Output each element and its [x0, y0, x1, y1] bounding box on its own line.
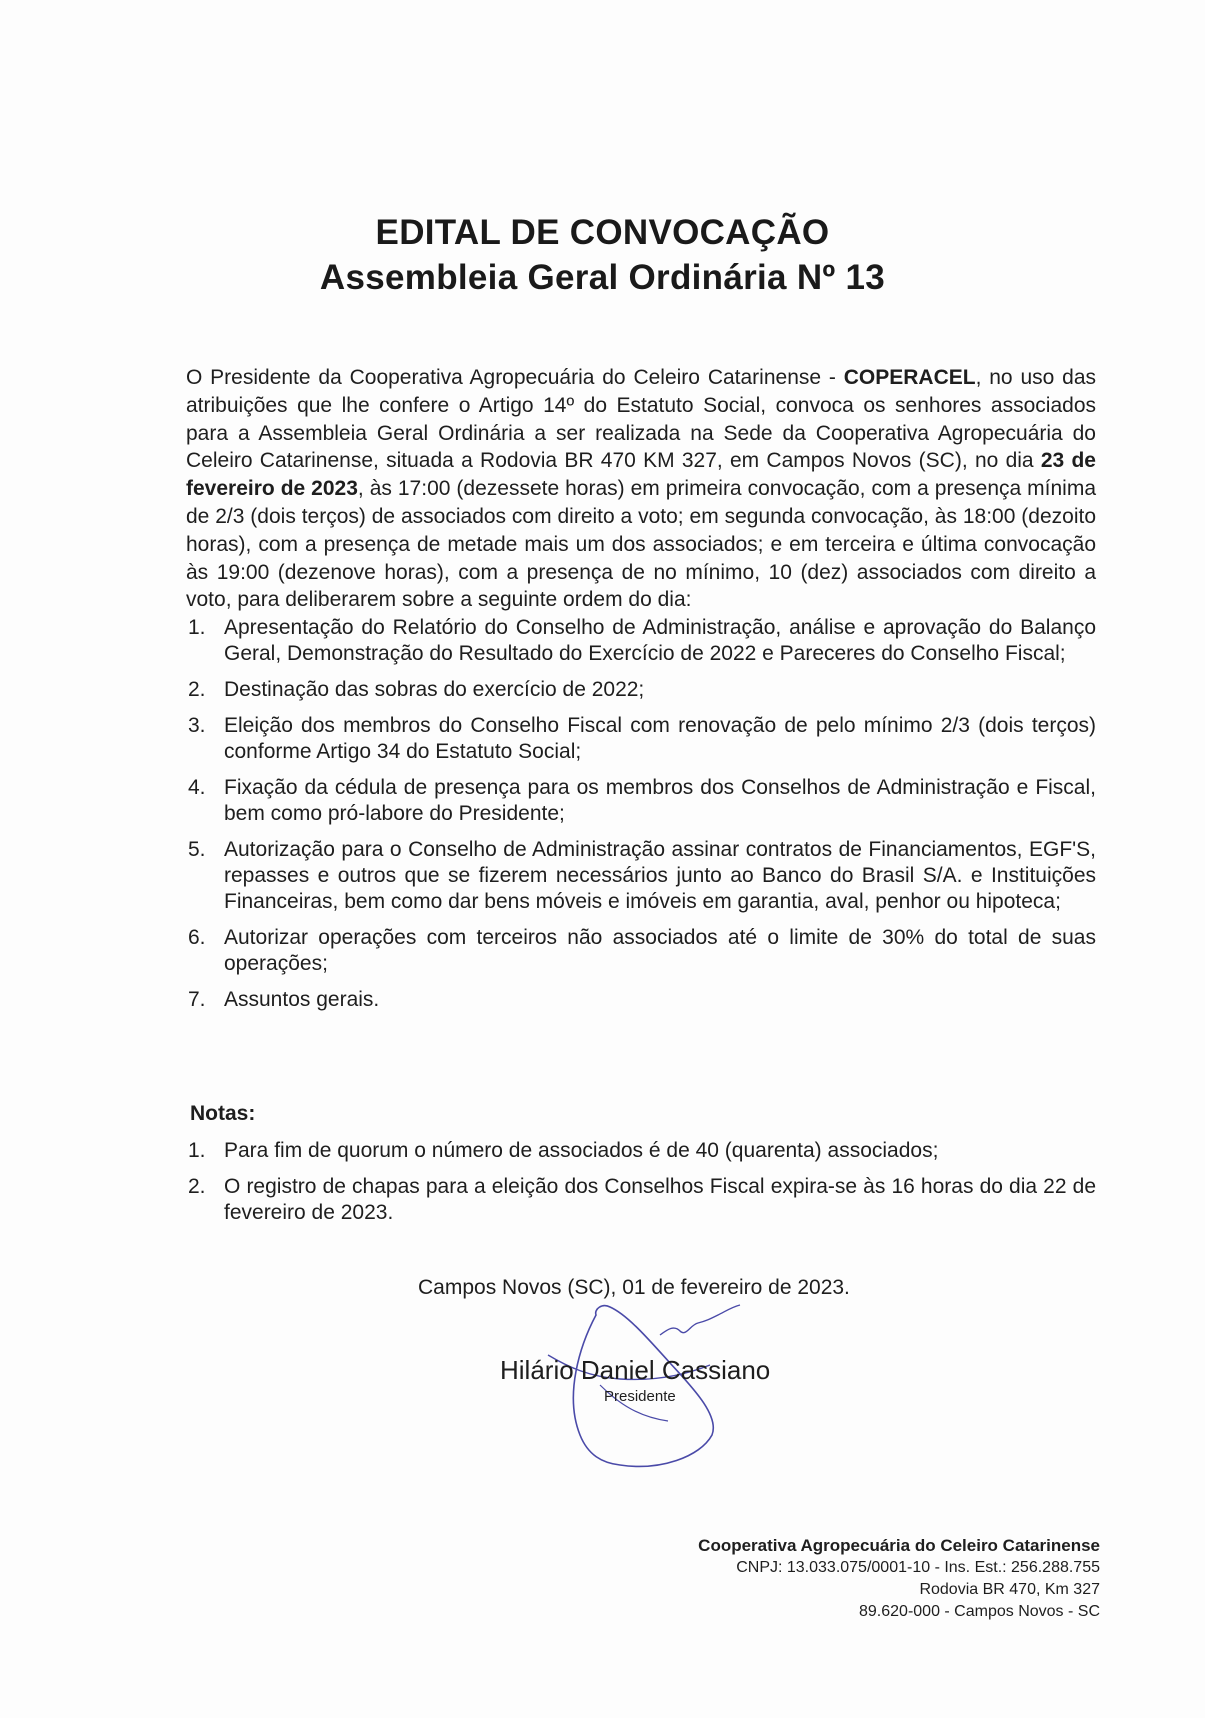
agenda-item-text: Destinação das sobras do exercício de 2022; [224, 678, 645, 701]
note-item-number: 1. [188, 1139, 206, 1162]
footer-city: 89.620-000 - Campos Novos - SC [859, 1603, 1100, 1620]
signatory-name: Hilário Daniel Cassiano [500, 1355, 771, 1385]
agenda-item-number: 7. [188, 988, 206, 1011]
meeting-date: 23 de fevereiro de 2023 [186, 449, 1096, 501]
document-subtitle: Assembleia Geral Ordinária Nº 13 [319, 258, 886, 297]
note-item [186, 1174, 1096, 1226]
agenda-item [186, 775, 1096, 827]
footer-registration: CNPJ: 13.033.075/0001-10 - Ins. Est.: 256.288.755 [736, 1559, 1100, 1576]
signatory-role: Presidente [604, 1388, 676, 1405]
intro-text-2: , no uso das atribuições que lhe confere o Artigo 14º do Estatuto Social, convoca os senhores associados para a Assembleia Geral Ordinária a ser realizada na Sede da Cooperativa Agropecuária do Celeiro Catarinense, situada a Rodovia BR 470 KM 327, em Campos Novos (SC), no dia [186, 366, 1096, 473]
footer-address: Rodovia BR 470, Km 327 [919, 1581, 1100, 1598]
agenda-item [186, 837, 1096, 915]
note-item-number: 2. [188, 1175, 206, 1198]
agenda-item-number: 2. [188, 678, 206, 701]
agenda-item-number: 3. [188, 714, 206, 737]
document-title: EDITAL DE CONVOCAÇÃO [375, 213, 830, 252]
agenda-item-text: Eleição dos membros do Conselho Fiscal com renovação de pelo mínimo 2/3 (dois terços) conforme Artigo 34 do Estatuto Social; [224, 714, 1096, 763]
agenda-item [186, 987, 1096, 1013]
agenda-item-text: Autorizar operações com terceiros não associados até o limite de 30% do total de suas operações; [224, 926, 1096, 975]
agenda-item-number: 4. [188, 776, 206, 799]
notes-heading: Notas: [190, 1102, 256, 1125]
agenda-item-text: Assuntos gerais. [224, 988, 380, 1011]
notes-list [186, 1138, 1096, 1236]
agenda-item-text: Fixação da cédula de presença para os membros dos Conselhos de Administração e Fiscal, bem como pró-labore do Presidente; [224, 776, 1096, 825]
intro-paragraph [186, 364, 1096, 614]
note-item-text: Para fim de quorum o número de associados é de 40 (quarenta) associados; [224, 1139, 939, 1162]
agenda-item-number: 1. [188, 616, 206, 639]
coop-acronym: COPERACEL [843, 366, 976, 389]
place-date: Campos Novos (SC), 01 de fevereiro de 2023. [418, 1276, 850, 1299]
agenda-item-text: Autorização para o Conselho de Administração assinar contratos de Financiamentos, EGF'S, repasses e outros que se fizerem necessários junto ao Banco do Brasil S/A. e Instituições Financeiras, bem como dar bens móveis e imóveis em garantia, aval, penhor ou hipoteca; [224, 838, 1096, 913]
intro-text-3: , às 17:00 (dezessete horas) em primeira convocação, com a presença mínima de 2/3 (dois terços) de associados com direito a voto; em segunda convocação, às 18:00 (dezoito horas), com a presença de metade mais um dos associados; e em terceira e última convocação às 19:00 (dezenove horas), com a presença de no mínimo, 10 (dez) associados com direito a voto, para deliberarem sobre a seguinte ordem do dia: [186, 477, 1097, 612]
note-item-text: O registro de chapas para a eleição dos Conselhos Fiscal expira-se às 16 horas do dia 22 de fevereiro de 2023. [224, 1175, 1096, 1224]
agenda-item [186, 925, 1096, 977]
agenda-item-number: 5. [188, 838, 206, 861]
footer-org-name: Cooperativa Agropecuária do Celeiro Catarinense [698, 1536, 1100, 1555]
intro-text-1: O Presidente da Cooperativa Agropecuária do Celeiro Catarinense - [186, 366, 844, 389]
agenda-list [186, 615, 1096, 1023]
letterhead-footer [698, 1535, 1100, 1623]
agenda-item [186, 677, 1096, 703]
agenda-item [186, 615, 1096, 667]
agenda-item-text: Apresentação do Relatório do Conselho de Administração, análise e aprovação do Balanço Geral, Demonstração do Resultado do Exercício de 2022 e Pareceres do Conselho Fiscal; [224, 616, 1096, 665]
agenda-item-number: 6. [188, 926, 206, 949]
agenda-item [186, 713, 1096, 765]
note-item [186, 1138, 1096, 1164]
